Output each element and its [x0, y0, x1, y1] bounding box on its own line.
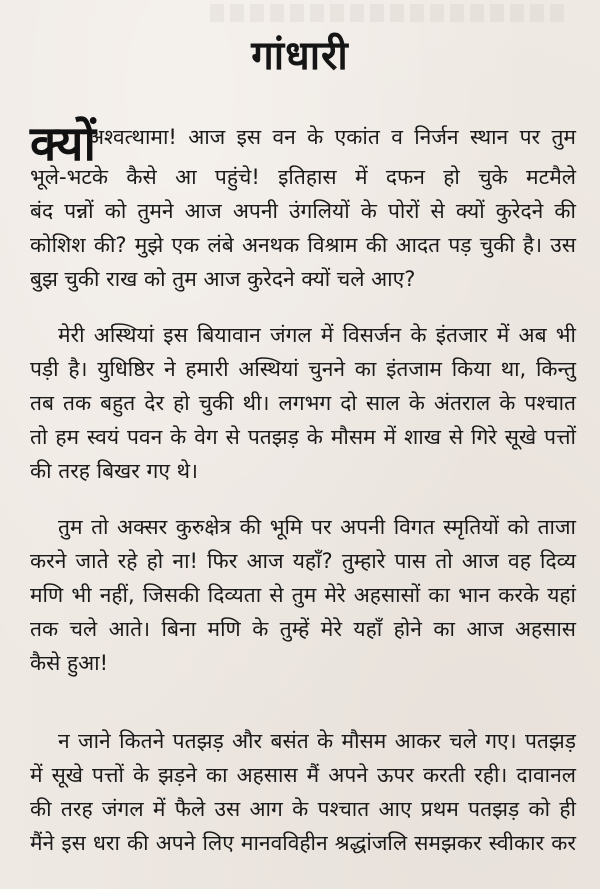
text-line: पड़ी है। युधिष्ठिर ने हमारी अस्थियां चुनने का इंतजाम किया था, किन्तु: [30, 357, 576, 381]
chapter-title: गांधारी: [251, 33, 349, 79]
paragraph-1: [30, 160, 576, 296]
text-line: कोशिश की? मुझे एक लंबे अनथक विश्राम की आदत पड़ चुकी है। उस: [30, 233, 576, 257]
drop-cap: क्यों: [30, 116, 96, 172]
text-line: में सूखे पत्तों के झड़ने का अहसास मैं अपने ऊपर करती रही। दावानल: [30, 763, 576, 787]
text-line: तक चले आते। बिना मणि के तुम्हें मेरे यहाँ होने का आज अहसास: [30, 617, 576, 641]
text-line: की तरह जंगल में फैले उस आग के पश्चात आए प्रथम पतझड़ को ही: [30, 797, 576, 821]
text-line: तुम तो अक्सर कुरुक्षेत्र की भूमि पर अपनी विगत स्मृतियों को ताजा: [58, 515, 576, 539]
paragraph-4: [30, 724, 576, 860]
bleed-through-text: [210, 4, 570, 22]
paragraph-1-first-line: [88, 120, 576, 154]
text-line: तब तक बहुत देर हो चुकी थी। लगभग दो साल के अंतराल के पश्चात: [30, 391, 576, 415]
text-line: मैंने इस धरा की अपने लिए मानवविहीन श्रद्धांजलि समझकर स्वीकार कर: [30, 831, 576, 855]
text-line: अश्वत्थामा! आज इस वन के एकांत व निर्जन स्थान पर तुम: [88, 125, 576, 149]
text-line: मणि भी नहीं, जिसकी दिव्यता से तुम मेरे अहसासों का भान करके यहां: [30, 583, 576, 607]
text-line: करने जाते रहे हो ना! फिर आज यहाँ? तुम्हारे पास तो आज वह दिव्य: [30, 549, 576, 573]
text-line: तो हम स्वयं पवन के वेग से पतझड़ के मौसम में शाख से गिरे सूखे पत्तों: [30, 425, 576, 449]
text-line: न जाने कितने पतझड़ और बसंत के मौसम आकर चले गए। पतझड़: [58, 729, 576, 753]
text-line: मेरी अस्थियां इस बियावान जंगल में विसर्जन के इंतजार में अब भी: [58, 323, 576, 347]
text-line: कैसे हुआ!: [30, 651, 109, 675]
text-line: भूले-भटके कैसे आ पहुंचे! इतिहास में दफन हो चुके मटमैले: [30, 165, 576, 189]
paragraph-2: [30, 318, 576, 488]
text-line: की तरह बिखर गए थे।: [30, 459, 198, 483]
text-line: बुझ चुकी राख को तुम आज कुरेदने क्यों चले आए?: [30, 267, 416, 291]
paragraph-3: [30, 510, 576, 680]
text-line: बंद पन्नों को तुमने आज अपनी उंगलियों के पोरों से क्यों कुरेदने की: [30, 199, 576, 223]
